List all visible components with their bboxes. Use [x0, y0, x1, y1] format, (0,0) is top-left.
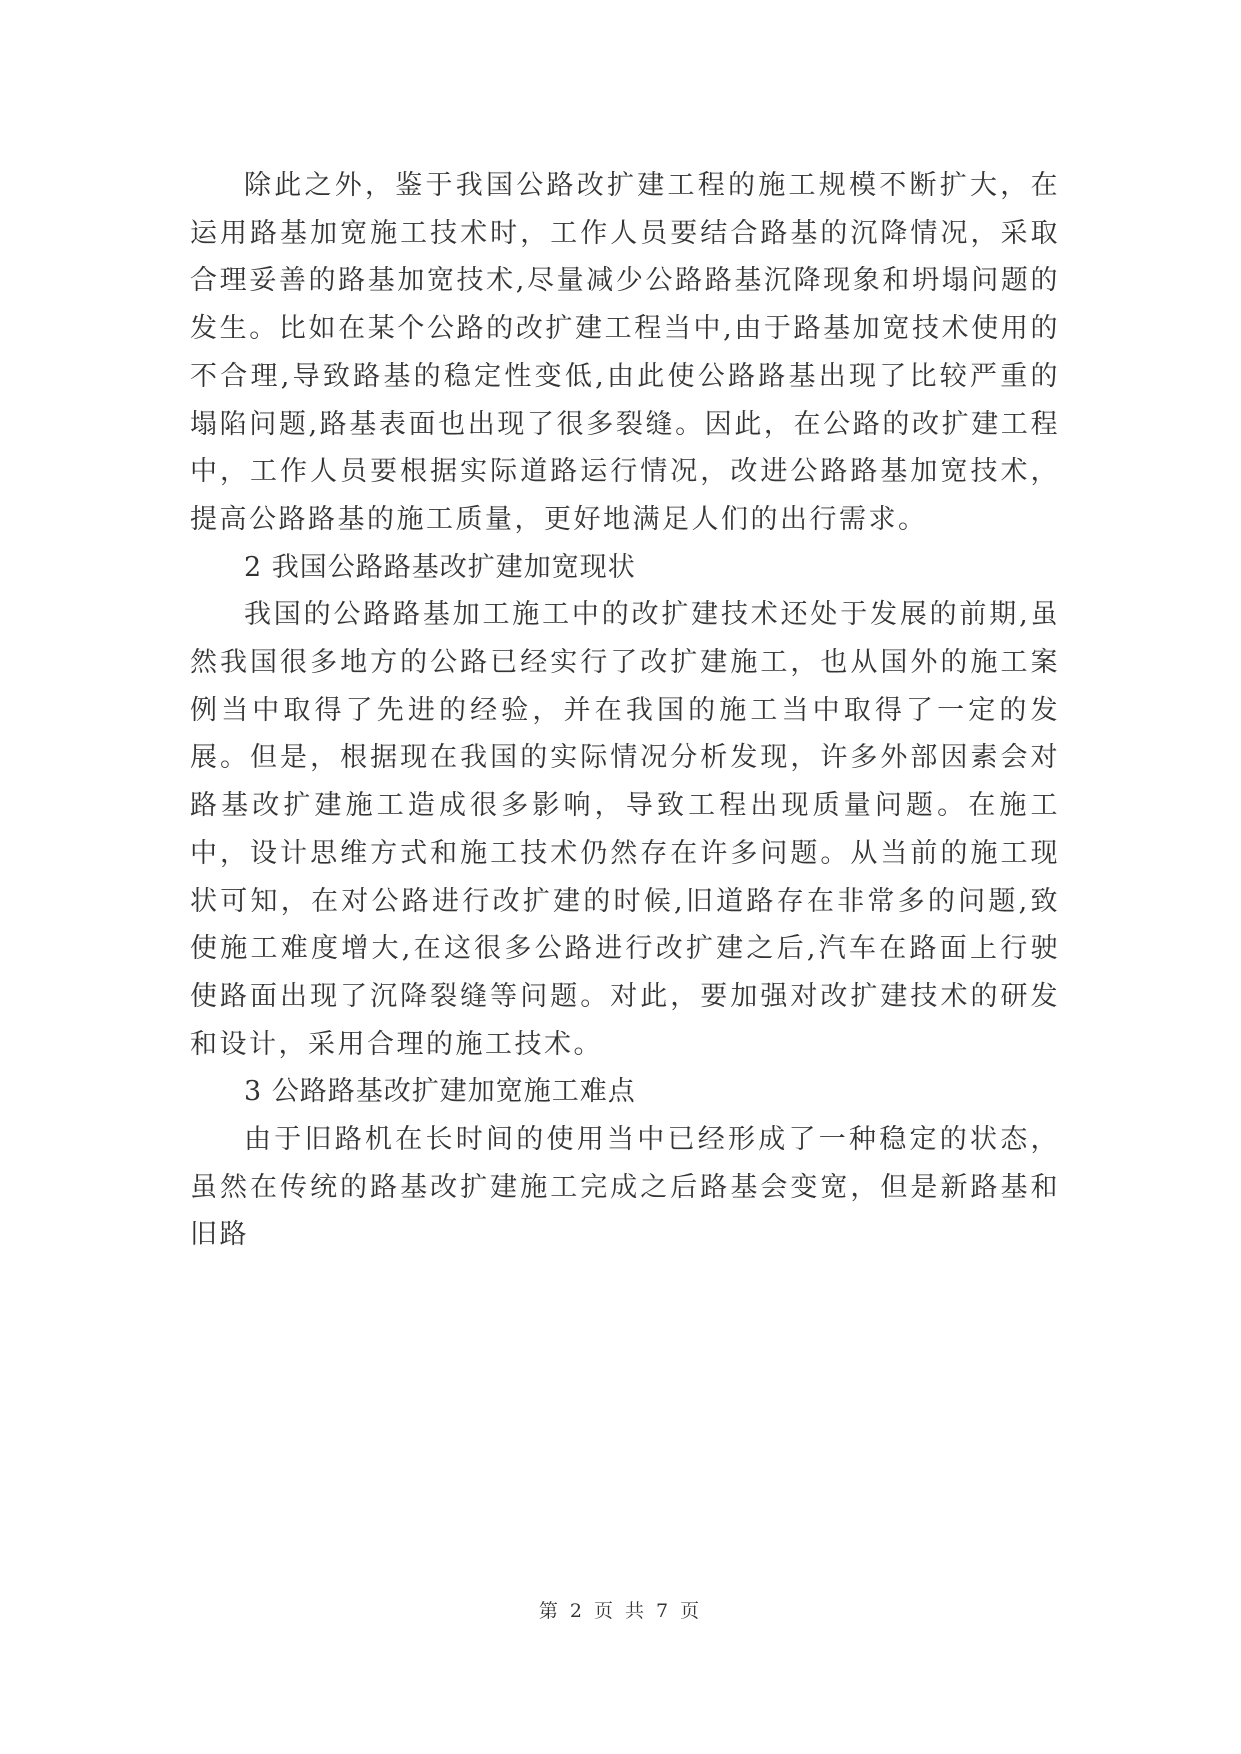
section-heading-3: 3 公路路基改扩建加宽施工难点 [244, 1076, 636, 1108]
paragraph-current-status: 我国的公路路基加工施工中的改扩建技术还处于发展的前期,虽然我国很多地方的公路已经实行了改扩建施工，也从国外的施工案例当中取得了先进的经验，并在我国的施工当中取得了一定的发展。但是，根据现在我国的实际情况分析发现，许多外部因素会对路基改扩建施工造成很多影响，导致工程出现质量问题。在施工中，设计思维方式和施工技术仍然存在许多问题。从当前的施工现状可知，在对公路进行改扩建的时候,旧道路存在非常多的问题,致使施工难度增大,在这很多公路进行改扩建之后,汽车在路面上行驶使路面出现了沉降裂缝等问题。对此，要加强对改扩建技术的研发和设计，采用合理的施工技术。 [190, 599, 1060, 1060]
paragraph-subsidence-intro: 除此之外，鉴于我国公路改扩建工程的施工规模不断扩大，在运用路基加宽施工技术时，工作人员要结合路基的沉降情况，采取合理妥善的路基加宽技术,尽量减少公路路基沉降现象和坍塌问题的发生。比如在某个公路的改扩建工程当中,由于路基加宽技术使用的不合理,导致路基的稳定性变低,由此使公路路基出现了比较严重的塌陷问题,路基表面也出现了很多裂缝。因此，在公路的改扩建工程中，工作人员要根据实际道路运行情况，改进公路路基加宽技术，提高公路路基的施工质量，更好地满足人们的出行需求。 [190, 170, 1060, 535]
page-number-footer: 第 2 页 共 7 页 [538, 1600, 703, 1622]
section-heading-2: 2 我国公路路基改扩建加宽现状 [244, 551, 636, 583]
paragraph-difficulties: 由于旧路机在长时间的使用当中已经形成了一种稳定的状态，虽然在传统的路基改扩建施工完成之后路基会变宽，但是新路基和旧路 [190, 1124, 1060, 1251]
document-body [190, 162, 1060, 1259]
